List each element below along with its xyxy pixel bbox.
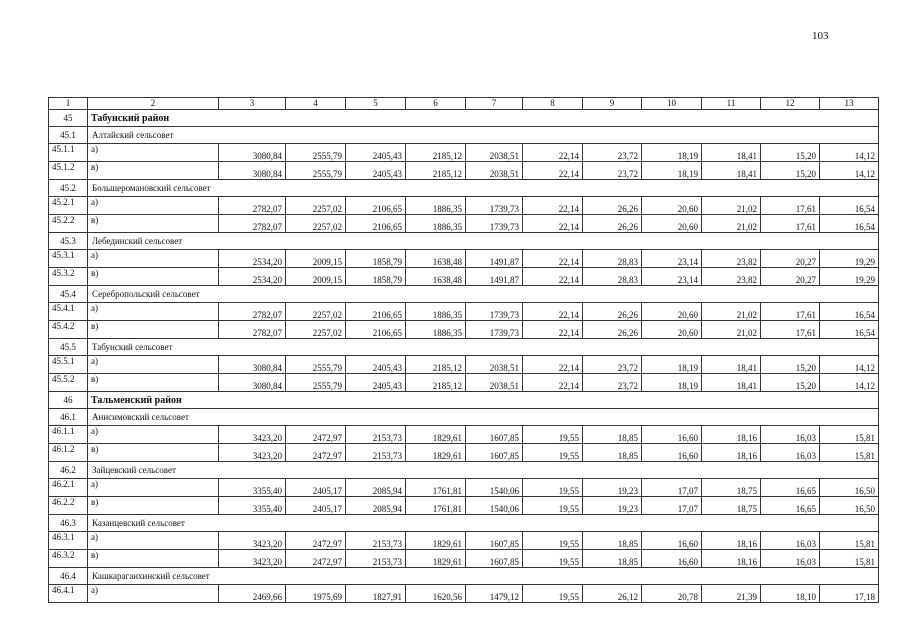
value-cell: 2555,79 (286, 162, 346, 180)
column-number: 10 (642, 98, 702, 110)
value-cell: 3080,84 (219, 374, 286, 392)
value-cell: 1739,73 (466, 197, 523, 215)
value-cell: 18,19 (642, 356, 702, 374)
value-cell: 1761,81 (406, 479, 466, 497)
value-cell: 1975,69 (286, 585, 346, 603)
value-cell: 19,23 (583, 497, 642, 515)
table-row (49, 197, 879, 215)
table-row (49, 250, 879, 268)
council-title: Большеромановский сельсовет (88, 180, 879, 197)
value-cell: 16,54 (820, 321, 879, 339)
row-label: в) (88, 162, 219, 180)
table-row (49, 550, 879, 568)
value-cell: 23,82 (702, 250, 761, 268)
value-cell: 23,82 (702, 268, 761, 286)
value-cell: 2257,02 (286, 197, 346, 215)
value-cell: 2405,17 (286, 497, 346, 515)
value-cell: 21,02 (702, 303, 761, 321)
value-cell: 2106,65 (346, 197, 406, 215)
value-cell: 2106,65 (346, 321, 406, 339)
row-code: 46.3.1 (49, 532, 88, 550)
value-cell: 2405,43 (346, 374, 406, 392)
value-cell: 18,16 (702, 532, 761, 550)
value-cell: 16,60 (642, 426, 702, 444)
row-code: 46.2.2 (49, 497, 88, 515)
value-cell: 18,41 (702, 144, 761, 162)
value-cell: 18,75 (702, 479, 761, 497)
value-cell: 2038,51 (466, 144, 523, 162)
council-row (49, 515, 879, 532)
value-cell: 1858,79 (346, 250, 406, 268)
value-cell: 2782,07 (219, 197, 286, 215)
value-cell: 2782,07 (219, 215, 286, 233)
table-row (49, 532, 879, 550)
value-cell: 1607,85 (466, 426, 523, 444)
value-cell: 2472,97 (286, 426, 346, 444)
row-label: а) (88, 144, 219, 162)
value-cell: 1607,85 (466, 444, 523, 462)
value-cell: 16,65 (761, 479, 820, 497)
tariff-table (48, 97, 879, 603)
row-label: в) (88, 321, 219, 339)
value-cell: 3080,84 (219, 144, 286, 162)
row-label: в) (88, 444, 219, 462)
value-cell: 20,27 (761, 250, 820, 268)
value-cell: 23,14 (642, 268, 702, 286)
council-row (49, 568, 879, 585)
value-cell: 18,41 (702, 356, 761, 374)
value-cell: 15,81 (820, 426, 879, 444)
value-cell: 26,26 (583, 303, 642, 321)
value-cell: 1858,79 (346, 268, 406, 286)
value-cell: 26,26 (583, 215, 642, 233)
value-cell: 19,29 (820, 250, 879, 268)
value-cell: 16,03 (761, 532, 820, 550)
value-cell: 18,19 (642, 162, 702, 180)
value-cell: 21,02 (702, 215, 761, 233)
value-cell: 2153,73 (346, 444, 406, 462)
value-cell: 20,60 (642, 303, 702, 321)
value-cell: 28,83 (583, 268, 642, 286)
value-cell: 1607,85 (466, 550, 523, 568)
value-cell: 1829,61 (406, 532, 466, 550)
value-cell: 16,60 (642, 550, 702, 568)
value-cell: 2257,02 (286, 303, 346, 321)
value-cell: 2009,15 (286, 250, 346, 268)
table-row (49, 426, 879, 444)
value-cell: 19,55 (523, 426, 583, 444)
row-label: а) (88, 250, 219, 268)
value-cell: 2555,79 (286, 356, 346, 374)
value-cell: 1886,35 (406, 197, 466, 215)
value-cell: 17,61 (761, 197, 820, 215)
value-cell: 18,85 (583, 444, 642, 462)
value-cell: 22,14 (523, 303, 583, 321)
value-cell: 1886,35 (406, 215, 466, 233)
value-cell: 21,02 (702, 197, 761, 215)
value-cell: 15,81 (820, 550, 879, 568)
council-row (49, 180, 879, 197)
row-label: а) (88, 303, 219, 321)
council-title: Алтайский сельсовет (88, 127, 879, 144)
row-label: в) (88, 268, 219, 286)
value-cell: 1638,48 (406, 268, 466, 286)
district-row (49, 392, 879, 409)
table-row (49, 356, 879, 374)
value-cell: 3355,40 (219, 497, 286, 515)
value-cell: 26,26 (583, 197, 642, 215)
column-number: 13 (820, 98, 879, 110)
table-row (49, 374, 879, 392)
value-cell: 18,41 (702, 374, 761, 392)
row-code: 45.2.2 (49, 215, 88, 233)
row-code: 45.2.1 (49, 197, 88, 215)
value-cell: 2106,65 (346, 215, 406, 233)
row-code: 45.3 (49, 233, 88, 250)
value-cell: 2405,43 (346, 144, 406, 162)
row-code: 45.3.1 (49, 250, 88, 268)
value-cell: 3423,20 (219, 550, 286, 568)
council-title: Анисимовский сельсовет (88, 409, 879, 426)
row-code: 45.1.2 (49, 162, 88, 180)
value-cell: 19,55 (523, 497, 583, 515)
table-row (49, 144, 879, 162)
value-cell: 23,72 (583, 144, 642, 162)
value-cell: 1540,06 (466, 479, 523, 497)
value-cell: 2185,12 (406, 162, 466, 180)
column-number: 6 (406, 98, 466, 110)
row-code: 46.1.2 (49, 444, 88, 462)
value-cell: 1479,12 (466, 585, 523, 603)
row-label: а) (88, 356, 219, 374)
value-cell: 2038,51 (466, 162, 523, 180)
value-cell: 2405,17 (286, 479, 346, 497)
value-cell: 2782,07 (219, 303, 286, 321)
table-row (49, 497, 879, 515)
value-cell: 18,85 (583, 532, 642, 550)
value-cell: 16,60 (642, 532, 702, 550)
district-row (49, 110, 879, 127)
value-cell: 22,14 (523, 144, 583, 162)
row-label: в) (88, 550, 219, 568)
value-cell: 19,55 (523, 532, 583, 550)
value-cell: 2555,79 (286, 374, 346, 392)
value-cell: 2405,43 (346, 162, 406, 180)
value-cell: 16,60 (642, 444, 702, 462)
value-cell: 1829,61 (406, 444, 466, 462)
value-cell: 2009,15 (286, 268, 346, 286)
value-cell: 3423,20 (219, 426, 286, 444)
value-cell: 2555,79 (286, 144, 346, 162)
row-code: 46.4.1 (49, 585, 88, 603)
value-cell: 2534,20 (219, 250, 286, 268)
value-cell: 14,12 (820, 356, 879, 374)
value-cell: 18,41 (702, 162, 761, 180)
value-cell: 18,16 (702, 426, 761, 444)
row-code: 46 (49, 392, 88, 409)
value-cell: 16,50 (820, 497, 879, 515)
value-cell: 23,72 (583, 162, 642, 180)
value-cell: 18,85 (583, 426, 642, 444)
value-cell: 22,14 (523, 356, 583, 374)
row-code: 45 (49, 110, 88, 127)
value-cell: 15,81 (820, 532, 879, 550)
value-cell: 2405,43 (346, 356, 406, 374)
value-cell: 22,14 (523, 321, 583, 339)
value-cell: 22,14 (523, 215, 583, 233)
value-cell: 16,03 (761, 426, 820, 444)
value-cell: 2085,94 (346, 497, 406, 515)
value-cell: 17,18 (820, 585, 879, 603)
value-cell: 1491,87 (466, 268, 523, 286)
value-cell: 1886,35 (406, 303, 466, 321)
row-code: 45.5 (49, 339, 88, 356)
value-cell: 18,16 (702, 444, 761, 462)
value-cell: 20,60 (642, 321, 702, 339)
row-code: 45.3.2 (49, 268, 88, 286)
value-cell: 1540,06 (466, 497, 523, 515)
value-cell: 2038,51 (466, 356, 523, 374)
value-cell: 16,03 (761, 550, 820, 568)
value-cell: 16,03 (761, 444, 820, 462)
column-number: 9 (583, 98, 642, 110)
table-row (49, 444, 879, 462)
column-number-row (49, 98, 879, 110)
district-title: Табунский район (88, 110, 879, 127)
value-cell: 2472,97 (286, 550, 346, 568)
value-cell: 15,81 (820, 444, 879, 462)
value-cell: 19,55 (523, 444, 583, 462)
council-row (49, 233, 879, 250)
value-cell: 20,60 (642, 215, 702, 233)
value-cell: 18,85 (583, 550, 642, 568)
value-cell: 3080,84 (219, 356, 286, 374)
value-cell: 2472,97 (286, 444, 346, 462)
value-cell: 1761,81 (406, 497, 466, 515)
value-cell: 15,20 (761, 144, 820, 162)
council-row (49, 409, 879, 426)
value-cell: 18,16 (702, 550, 761, 568)
column-number: 5 (346, 98, 406, 110)
value-cell: 2472,97 (286, 532, 346, 550)
value-cell: 2153,73 (346, 532, 406, 550)
column-number: 11 (702, 98, 761, 110)
value-cell: 1739,73 (466, 215, 523, 233)
table-row (49, 268, 879, 286)
value-cell: 19,55 (523, 585, 583, 603)
value-cell: 23,72 (583, 374, 642, 392)
value-cell: 18,19 (642, 144, 702, 162)
value-cell: 26,26 (583, 321, 642, 339)
value-cell: 16,65 (761, 497, 820, 515)
row-code: 45.1 (49, 127, 88, 144)
row-code: 45.2 (49, 180, 88, 197)
value-cell: 16,54 (820, 197, 879, 215)
value-cell: 17,07 (642, 479, 702, 497)
column-number: 12 (761, 98, 820, 110)
value-cell: 2782,07 (219, 321, 286, 339)
value-cell: 19,29 (820, 268, 879, 286)
row-code: 45.5.2 (49, 374, 88, 392)
value-cell: 3080,84 (219, 162, 286, 180)
council-title: Табунский сельсовет (88, 339, 879, 356)
value-cell: 21,39 (702, 585, 761, 603)
council-title: Кашкарагаихинский сельсовет (88, 568, 879, 585)
value-cell: 23,14 (642, 250, 702, 268)
value-cell: 15,20 (761, 162, 820, 180)
value-cell: 1491,87 (466, 250, 523, 268)
value-cell: 1827,91 (346, 585, 406, 603)
council-row (49, 286, 879, 303)
row-label: а) (88, 532, 219, 550)
table-row (49, 479, 879, 497)
row-code: 45.5.1 (49, 356, 88, 374)
table-row (49, 303, 879, 321)
value-cell: 2038,51 (466, 374, 523, 392)
value-cell: 18,19 (642, 374, 702, 392)
council-title: Казанцевский сельсовет (88, 515, 879, 532)
value-cell: 19,55 (523, 479, 583, 497)
value-cell: 17,61 (761, 321, 820, 339)
table-row (49, 585, 879, 603)
value-cell: 17,61 (761, 303, 820, 321)
value-cell: 1739,73 (466, 321, 523, 339)
council-title: Лебединский сельсовет (88, 233, 879, 250)
district-title: Тальменский район (88, 392, 879, 409)
council-row (49, 339, 879, 356)
council-title: Серебропольский сельсовет (88, 286, 879, 303)
row-label: а) (88, 585, 219, 603)
value-cell: 2185,12 (406, 356, 466, 374)
value-cell: 17,07 (642, 497, 702, 515)
row-code: 46.4 (49, 568, 88, 585)
column-number: 2 (88, 98, 219, 110)
value-cell: 18,75 (702, 497, 761, 515)
value-cell: 2085,94 (346, 479, 406, 497)
value-cell: 2257,02 (286, 215, 346, 233)
row-code: 46.3.2 (49, 550, 88, 568)
value-cell: 20,27 (761, 268, 820, 286)
value-cell: 22,14 (523, 374, 583, 392)
value-cell: 16,54 (820, 215, 879, 233)
table-row (49, 321, 879, 339)
value-cell: 3355,40 (219, 479, 286, 497)
value-cell: 15,20 (761, 374, 820, 392)
value-cell: 1829,61 (406, 550, 466, 568)
value-cell: 3423,20 (219, 444, 286, 462)
council-row (49, 462, 879, 479)
value-cell: 23,72 (583, 356, 642, 374)
value-cell: 14,12 (820, 374, 879, 392)
value-cell: 20,60 (642, 197, 702, 215)
row-label: в) (88, 215, 219, 233)
row-code: 45.4 (49, 286, 88, 303)
value-cell: 2106,65 (346, 303, 406, 321)
value-cell: 2185,12 (406, 144, 466, 162)
value-cell: 2185,12 (406, 374, 466, 392)
value-cell: 20,78 (642, 585, 702, 603)
value-cell: 28,83 (583, 250, 642, 268)
value-cell: 15,20 (761, 356, 820, 374)
row-code: 46.1.1 (49, 426, 88, 444)
value-cell: 19,55 (523, 550, 583, 568)
column-number: 1 (49, 98, 88, 110)
value-cell: 16,50 (820, 479, 879, 497)
council-title: Зайцевский сельсовет (88, 462, 879, 479)
value-cell: 14,12 (820, 162, 879, 180)
value-cell: 16,54 (820, 303, 879, 321)
column-number: 4 (286, 98, 346, 110)
row-label: в) (88, 497, 219, 515)
value-cell: 2153,73 (346, 550, 406, 568)
row-label: а) (88, 426, 219, 444)
row-code: 46.2.1 (49, 479, 88, 497)
value-cell: 1739,73 (466, 303, 523, 321)
table-body (49, 98, 879, 603)
value-cell: 26,12 (583, 585, 642, 603)
value-cell: 1620,56 (406, 585, 466, 603)
column-number: 8 (523, 98, 583, 110)
value-cell: 21,02 (702, 321, 761, 339)
council-row (49, 127, 879, 144)
value-cell: 1607,85 (466, 532, 523, 550)
row-code: 46.2 (49, 462, 88, 479)
value-cell: 3423,20 (219, 532, 286, 550)
row-label: а) (88, 197, 219, 215)
table-row (49, 162, 879, 180)
table-row (49, 215, 879, 233)
value-cell: 2534,20 (219, 268, 286, 286)
column-number: 7 (466, 98, 523, 110)
value-cell: 22,14 (523, 162, 583, 180)
value-cell: 14,12 (820, 144, 879, 162)
row-label: в) (88, 374, 219, 392)
row-code: 45.4.1 (49, 303, 88, 321)
value-cell: 22,14 (523, 250, 583, 268)
value-cell: 22,14 (523, 197, 583, 215)
value-cell: 2153,73 (346, 426, 406, 444)
row-label: а) (88, 479, 219, 497)
value-cell: 22,14 (523, 268, 583, 286)
value-cell: 17,61 (761, 215, 820, 233)
value-cell: 1638,48 (406, 250, 466, 268)
row-code: 46.1 (49, 409, 88, 426)
row-code: 45.1.1 (49, 144, 88, 162)
value-cell: 19,23 (583, 479, 642, 497)
page-number: 103 (812, 30, 829, 42)
value-cell: 1829,61 (406, 426, 466, 444)
value-cell: 18,10 (761, 585, 820, 603)
column-number: 3 (219, 98, 286, 110)
row-code: 45.4.2 (49, 321, 88, 339)
row-code: 46.3 (49, 515, 88, 532)
value-cell: 1886,35 (406, 321, 466, 339)
value-cell: 2257,02 (286, 321, 346, 339)
value-cell: 2469,66 (219, 585, 286, 603)
